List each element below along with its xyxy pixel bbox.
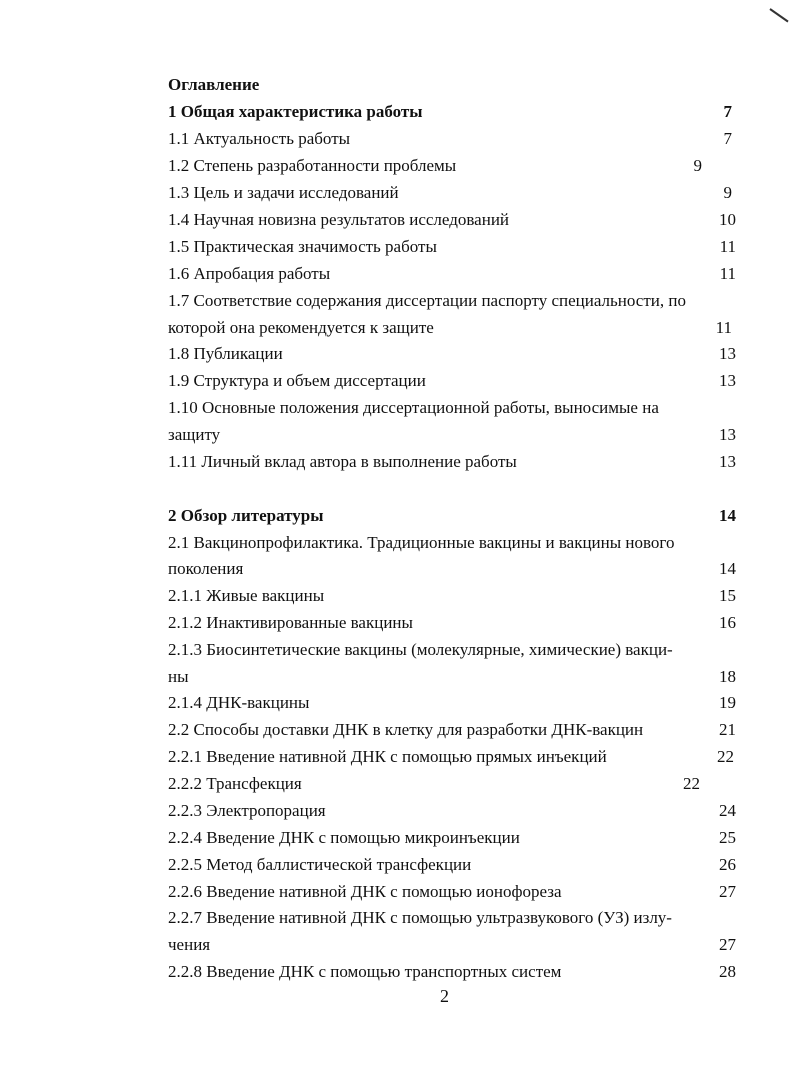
toc-entry-page: 21 <box>719 720 736 739</box>
toc-entry-title: защиту <box>168 425 221 444</box>
scan-artifact <box>769 8 788 22</box>
toc-entry-page: 10 <box>719 210 736 229</box>
toc-entry-page: 13 <box>719 344 736 363</box>
toc-entry-page: 13 <box>719 425 736 444</box>
toc-entry-page: 11 <box>719 264 736 283</box>
toc-entry-title: 2.1 Вакцинопрофилактика. Традиционные вакцины и вакцины нового <box>168 533 675 552</box>
toc-entry-title: 1.3 Цель и задачи исследований <box>168 183 399 202</box>
toc-heading: Оглавление <box>168 75 260 94</box>
toc-entry-title: ны <box>168 667 189 686</box>
toc-entry-page: 11 <box>719 237 736 256</box>
toc-entry-title: 2.2.5 Метод баллистической трансфекции <box>168 855 472 874</box>
toc-entry-title: 1.11 Личный вклад автора в выполнение работы <box>168 452 517 471</box>
toc-entry-page: 9 <box>693 156 702 175</box>
toc-entry-page: 7 <box>723 102 732 121</box>
toc-entry-title: 1.4 Научная новизна результатов исследований <box>168 210 510 229</box>
toc-entry-page: 28 <box>719 962 736 981</box>
toc-entry-page: 27 <box>719 882 736 901</box>
toc-entry-title: 2.1.3 Биосинтетические вакцины (молекулярные, химические) вакци- <box>168 640 673 659</box>
toc-entry-title: 1 Общая характеристика работы <box>168 102 423 121</box>
toc-entry-title: которой она рекомендуется к защите <box>168 318 434 337</box>
toc-entry-title: 2.1.2 Инактивированные вакцины <box>168 613 413 632</box>
toc-entry-title: 2.2.3 Электропорация <box>168 801 326 820</box>
toc-entry-title: 1.5 Практическая значимость работы <box>168 237 437 256</box>
toc-entry-page: 22 <box>683 774 700 793</box>
toc-entry-title: 1.8 Публикации <box>168 344 283 363</box>
toc-entry-page: 13 <box>719 371 736 390</box>
toc-entry-page: 27 <box>719 935 736 954</box>
toc-entry-page: 25 <box>719 828 736 847</box>
toc-entry-page: 18 <box>719 667 736 686</box>
toc-entry-page: 7 <box>723 129 732 148</box>
toc-entry-title: 1.7 Соответствие содержания диссертации паспорту специальности, по <box>168 291 686 310</box>
toc-entry-page: 14 <box>719 559 736 578</box>
toc-entry-page: 22 <box>717 747 734 766</box>
toc-entry-title: 2 Обзор литературы <box>168 506 324 525</box>
toc-entry-title: 2.2 Способы доставки ДНК в клетку для разработки ДНК-вакцин <box>168 720 644 739</box>
toc-entry-title: 2.2.8 Введение ДНК с помощью транспортных систем <box>168 962 562 981</box>
toc-entry-title: 1.2 Степень разработанности проблемы <box>168 156 457 175</box>
toc-entry-title: 2.1.1 Живые вакцины <box>168 586 325 605</box>
toc-entry-title: 1.6 Апробация работы <box>168 264 331 283</box>
toc-entry-page: 13 <box>719 452 736 471</box>
toc-entry-page: 15 <box>719 586 736 605</box>
toc-entry-page: 11 <box>715 318 732 337</box>
toc-entry-title: 1.1 Актуальность работы <box>168 129 351 148</box>
toc-entry-title: 2.2.1 Введение нативной ДНК с помощью прямых инъекций <box>168 747 607 766</box>
toc-entry-page: 24 <box>719 801 736 820</box>
toc-entry-page: 19 <box>719 693 736 712</box>
toc-entry-title: 2.2.4 Введение ДНК с помощью микроинъекции <box>168 828 520 847</box>
toc-entry-page: 26 <box>719 855 736 874</box>
toc-entry-page: 14 <box>719 506 736 525</box>
toc-entry-title: 2.2.7 Введение нативной ДНК с помощью ультразвукового (УЗ) излу- <box>168 908 672 927</box>
toc-entry-title: 2.2.6 Введение нативной ДНК с помощью ионофореза <box>168 882 562 901</box>
toc-entry-page: 9 <box>723 183 732 202</box>
toc-entry-title: поколения <box>168 559 244 578</box>
toc-entry-title: чения <box>168 935 211 954</box>
toc-entry-title: 1.10 Основные положения диссертационной работы, выносимые на <box>168 398 659 417</box>
toc-entry-title: 2.1.4 ДНК-вакцины <box>168 693 310 712</box>
page-number: 2 <box>440 986 449 1006</box>
toc-entry-title: 1.9 Структура и объем диссертации <box>168 371 426 390</box>
toc-entry-page: 16 <box>719 613 736 632</box>
toc-entry-title: 2.2.2 Трансфекция <box>168 774 302 793</box>
